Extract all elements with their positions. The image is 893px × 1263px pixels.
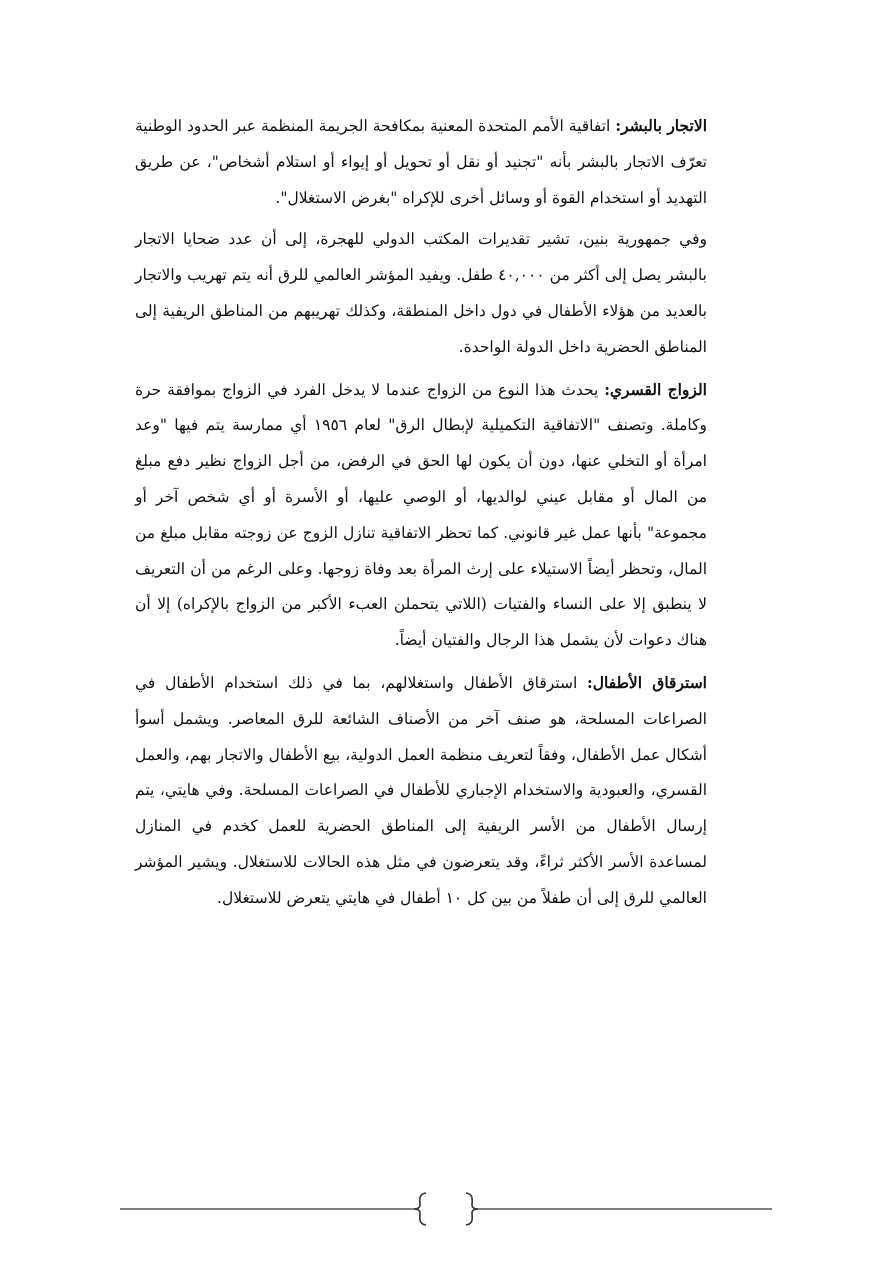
term-human-trafficking: الاتجار بالبشر:: [615, 116, 707, 135]
paragraph-text: استرقاق الأطفال واستغلالهم، بما في ذلك استخدام الأطفال في الصراعات المسلحة، هو صنف آخر من الأصناف الشائعة للرق المعاصر. ويشمل أسوأ أشكال عمل الأطفال، وفقاً لتعريف منظمة العمل الدولية، بيع الأطفال والاتجار بهم، والعمل القسري، والعبودية والاستخدام الإجباري للأطفال في الصراعات المسلحة. وفي هايتي، يتم إرسال الأطفال من الأسر الريفية إلى المناطق الحضرية للعمل كخدم في المنازل لمساعدة الأسر الأكثر ثراءً، وقد يتعرضون في مثل هذه الحالات للاستغلال. ويشير المؤشر العالمي للرق إلى أن طفلاً من بين كل ١٠ أطفال في هايتي يتعرض للاستغلال.: [135, 673, 707, 907]
term-forced-marriage: الزواج القسري:: [604, 379, 707, 399]
footer-brace-left: [414, 1193, 426, 1225]
paragraph-human-trafficking: [135, 108, 707, 216]
document-page: [135, 108, 707, 923]
paragraph-child-slavery: [135, 665, 707, 917]
footer-ornament: [120, 1190, 772, 1228]
paragraph-text: وفي جمهورية بنين، تشير تقديرات المكتب الدولي للهجرة، إلى أن عدد ضحايا الاتجار بالبشر يصل إلى أكثر من ٤٠,٠٠٠ طفل. ويفيد المؤشر العالمي للرق أنه يتم تهريب والاتجار بالعديد من هؤلاء الأطفال في دول داخل المنطقة، وكذلك تهريبهم من المناطق الريفية إلى المناطق الحضرية داخل الدولة الواحدة.: [135, 230, 707, 356]
paragraph-text: اتفاقية الأمم المتحدة المعنية بمكافحة الجريمة المنظمة عبر الحدود الوطنية تعرّف الاتجار بالبشر بأنه "تجنيد أو نقل أو تحويل أو إيواء أو استلام أشخاص"، عن طريق التهديد أو استخدام القوة أو وسائل أخرى للإكراه "بغرض الاستغلال".: [135, 117, 707, 207]
page-footer: [120, 1190, 772, 1228]
footer-brace-right: [466, 1193, 478, 1225]
paragraph-forced-marriage: [135, 372, 707, 659]
paragraph-text: يحدث هذا النوع من الزواج عندما لا يدخل الفرد في الزواج بموافقة حرة وكاملة. وتصنف "الاتفاقية التكميلية لإبطال الرق" لعام ١٩٥٦ أي ممارسة يتم فيها "وعد امرأة أو التخلي عنها، دون أن يكون لها الحق في الرفض، من أجل الزواج نظير دفع مبلغ من المال أو مقابل عيني لوالديها، أو الوصي عليها، أو الأسرة أو أي شخص آخر أو مجموعة" بأنها عمل غير قانوني. كما تحظر الاتفاقية تنازل الزوج عن زوجته مقابل مبلغ من المال، وتحظر أيضاً الاستيلاء على إرث المرأة بعد وفاة زوجها. وعلى الرغم من أن التعريف لا ينطبق إلا على النساء والفتيات (اللاتي يتحملن العبء الأكبر من الزواج بالإكراه) إلا أن هناك دعوات لأن يشمل هذا الرجال والفتيان أيضاً.: [135, 380, 707, 650]
paragraph-benin: [135, 222, 707, 365]
term-child-slavery: استرقاق الأطفال:: [587, 672, 707, 692]
